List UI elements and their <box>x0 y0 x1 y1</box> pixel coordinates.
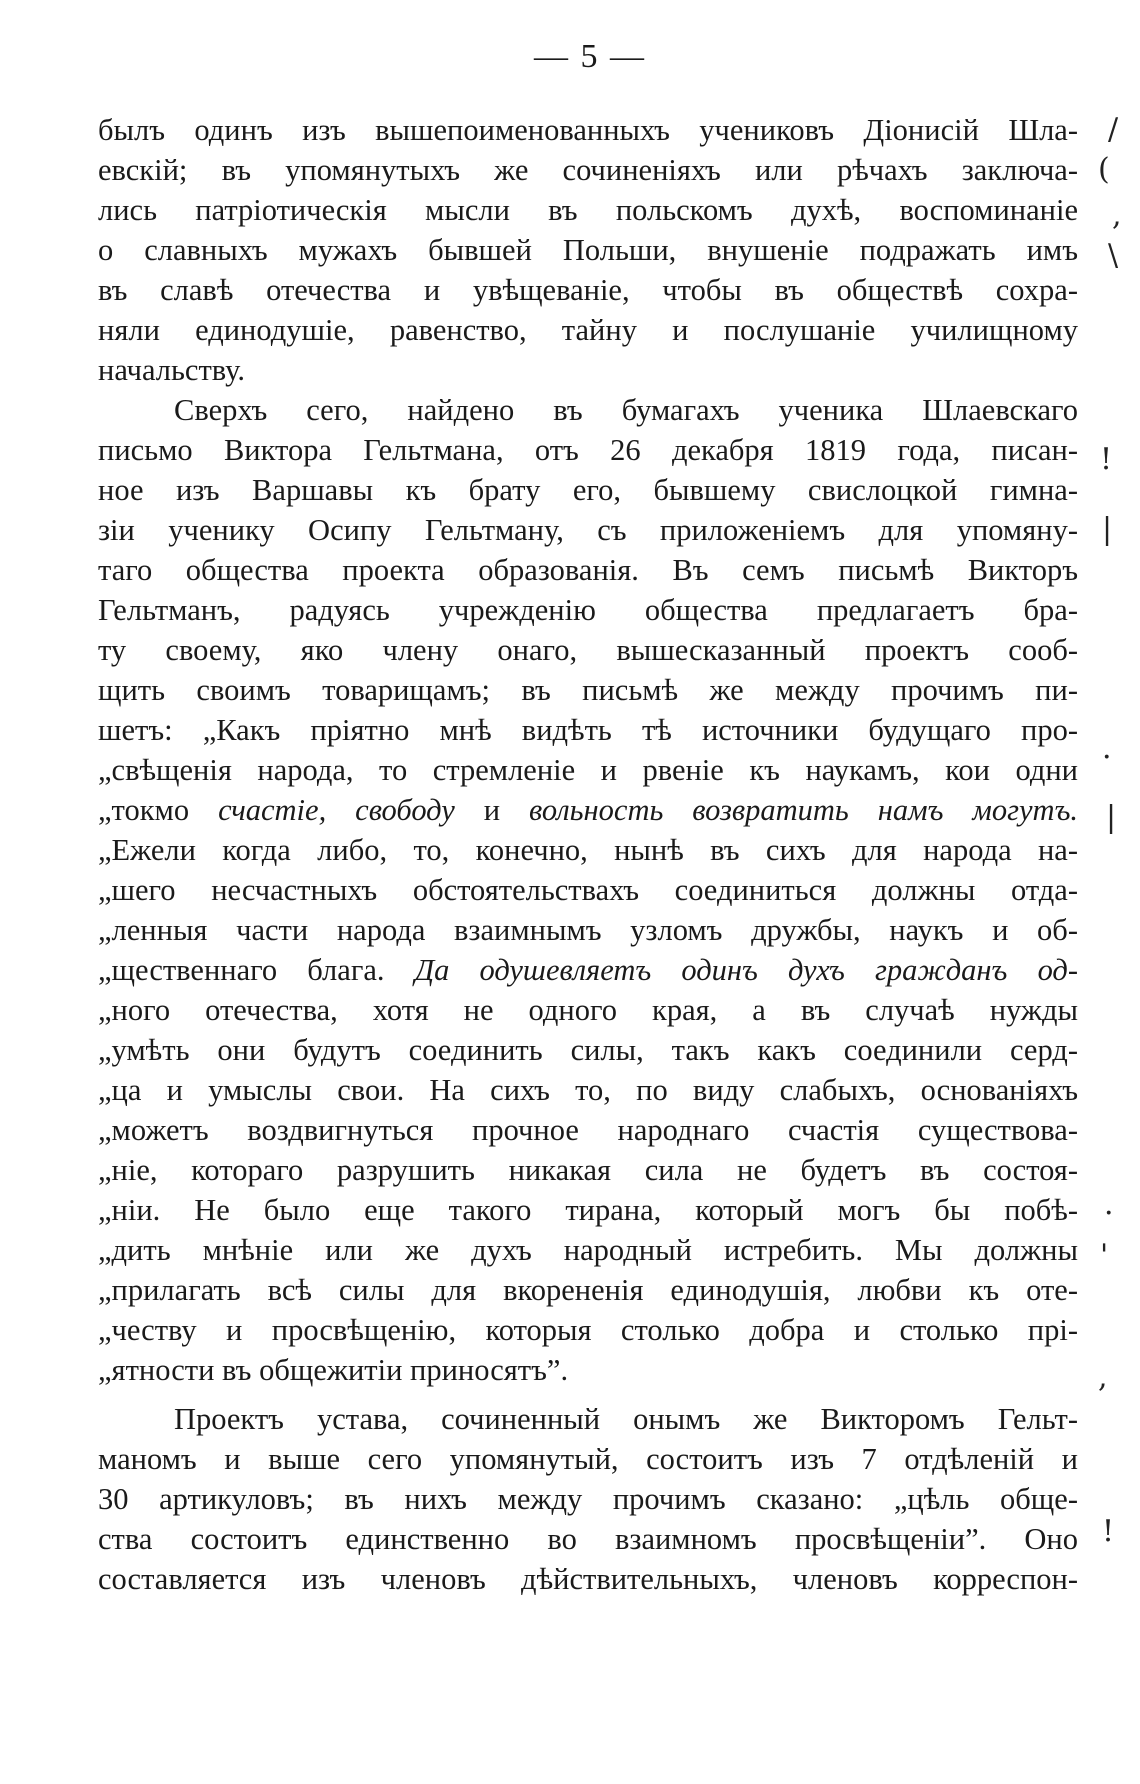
text-line: 30 артикуловъ; въ нихъ между прочимъ сказано: „цѣль обще- <box>98 1482 1078 1516</box>
text-line: „дить мнѣніе или же духъ народный истребить. Мы должны <box>98 1233 1078 1267</box>
text-line: Проектъ устава, сочиненный онымъ же Викторомъ Гельт- <box>174 1402 1078 1436</box>
text-line: „прилагать всѣ силы для вкорененія единодушія, любви къ оте- <box>98 1273 1078 1307</box>
text-line: Гельтманъ, радуясь учрежденію общества предлагаетъ бра- <box>98 593 1078 627</box>
margin-mark: ( <box>1098 152 1110 187</box>
text-fragment: „токмо <box>98 793 190 827</box>
margin-mark: \ <box>1108 238 1119 273</box>
text-line: таго общества проекта образованія. Въ семъ письмѣ Викторъ <box>98 553 1078 587</box>
text-line-mixed <box>98 950 1078 990</box>
text-line: „умѣть они будутъ соединить силы, такъ какъ соединили серд- <box>98 1033 1078 1067</box>
margin-mark: ' <box>1100 1238 1109 1273</box>
text-line: ства состоитъ единственно во взаимномъ просвѣщеніи”. Оно <box>98 1522 1078 1556</box>
text-line: няли единодушіе, равенство, тайну и послушаніе училищному <box>98 313 1078 347</box>
text-line: евскій; въ упомянутыхъ же сочиненіяхъ или рѣчахъ заключа- <box>98 153 1078 187</box>
text-line: „Ежели когда либо, то, конечно, нынѣ въ сихъ для народа на- <box>98 833 1078 867</box>
italic-fragment: Да одушевляетъ одинъ духъ гражданъ од- <box>414 953 1078 987</box>
page-number: — 5 — <box>534 38 646 75</box>
text-line: письмо Виктора Гельтмана, отъ 26 декабря 1819 года, писан- <box>98 433 1078 467</box>
text-line: въ славѣ отечества и увѣщеваніе, чтобы въ обществѣ сохра- <box>98 273 1078 307</box>
margin-mark: , <box>1112 198 1122 233</box>
text-line-mixed <box>98 790 1078 830</box>
text-line: „честву и просвѣщенію, которыя столько добра и столько прі- <box>98 1313 1078 1347</box>
margin-mark: ! <box>1100 442 1113 477</box>
text-line: „шего несчастныхъ обстоятельствахъ соединиться должны отда- <box>98 873 1078 907</box>
text-line: „можетъ воздвигнуться прочное народнаго счастія существова- <box>98 1113 1078 1147</box>
margin-mark: | <box>1106 800 1117 835</box>
text-line: Сверхъ сего, найдено въ бумагахъ ученика Шлаевскаго <box>174 393 1078 427</box>
text-fragment: „щественнаго блага. <box>98 953 385 987</box>
text-line: „ніе, котораго разрушить никакая сила не будетъ въ состоя- <box>98 1153 1078 1187</box>
text-column <box>98 110 1078 1599</box>
text-line: маномъ и выше сего упомянутый, состоитъ изъ 7 отдѣленій и <box>98 1442 1078 1476</box>
text-line: „ленныя части народа взаимнымъ узломъ дружбы, наукъ и об- <box>98 913 1078 947</box>
margin-mark: | <box>1102 512 1113 547</box>
italic-fragment: вольность возвратить намъ могутъ. <box>529 793 1078 827</box>
margin-mark: , <box>1098 1360 1108 1395</box>
margin-mark: · <box>1104 1196 1114 1231</box>
text-line: „ного отечества, хотя не одного края, а въ случаѣ нужды <box>98 993 1078 1027</box>
margin-mark: ! <box>1102 1514 1115 1549</box>
paragraph-gap <box>98 1390 1078 1399</box>
text-line: составляется изъ членовъ дѣйствительныхъ, членовъ корреспон- <box>98 1562 1078 1596</box>
text-line: ту своему, яко члену онаго, вышесказанный проектъ сооб- <box>98 633 1078 667</box>
text-line: ное изъ Варшавы къ брату его, бывшему свислоцкой гимна- <box>98 473 1078 507</box>
text-line: щить своимъ товарищамъ; въ письмѣ же между прочимъ пи- <box>98 673 1078 707</box>
text-line: „ца и умыслы свои. На сихъ то, по виду слабыхъ, основаніяхъ <box>98 1073 1078 1107</box>
text-line: „ніи. Не было еще такого тирана, который могъ бы побѣ- <box>98 1193 1078 1227</box>
text-line: „ятности въ общежитіи приносятъ”. <box>98 1353 569 1387</box>
text-line: лись патріотическія мысли въ польскомъ духѣ, воспоминаніе <box>98 193 1078 227</box>
text-line: „свѣщенія народа, то стремленіе и рвеніе къ наукамъ, кои одни <box>98 753 1078 787</box>
text-line: былъ одинъ изъ вышепоименованныхъ учениковъ Діонисій Шла- <box>98 113 1078 147</box>
text-line: о славныхъ мужахъ бывшей Польши, внушеніе подражать имъ <box>98 233 1078 267</box>
text-fragment: и <box>483 793 501 827</box>
margin-mark: / <box>1108 112 1119 147</box>
text-line: зіи ученику Осипу Гельтману, съ приложеніемъ для упомяну- <box>98 513 1078 547</box>
italic-fragment: счастіе, <box>218 793 327 827</box>
text-line: шетъ: „Какъ пріятно мнѣ видѣть тѣ источники будущаго про- <box>98 713 1078 747</box>
text-line: начальству. <box>98 353 245 387</box>
italic-fragment: свободу <box>355 793 455 827</box>
margin-mark: · <box>1102 740 1112 775</box>
